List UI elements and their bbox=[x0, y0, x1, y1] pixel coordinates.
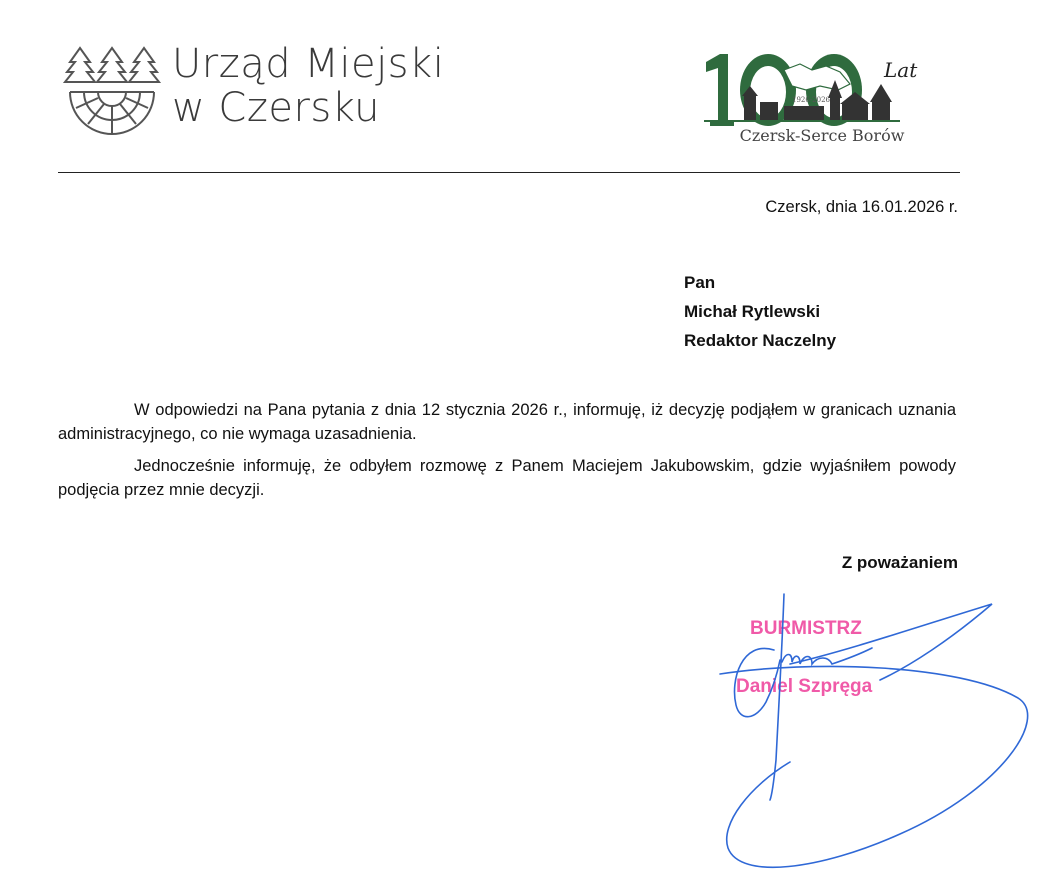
jubilee-years: 1926-2026 bbox=[792, 96, 830, 104]
recipient-name: Michał Rytlewski bbox=[684, 302, 821, 321]
jubilee-lat-label: Lat bbox=[884, 58, 918, 82]
place-and-date: Czersk, dnia 16.01.2026 r. bbox=[765, 198, 958, 216]
closing-phrase: Z poważaniem bbox=[841, 553, 958, 572]
stamp-name: Daniel Szpręga bbox=[736, 676, 873, 697]
office-name-line1: Urząd Miejski bbox=[172, 41, 445, 87]
header-divider bbox=[58, 172, 960, 173]
handwritten-signature bbox=[700, 590, 1030, 880]
body-paragraph: Jednocześnie informuję, że odbyłem rozmowę z Panem Maciejem Jakubowskim, gdzie wyjaśniłem powody podjęcia przez mnie decyzji. bbox=[58, 457, 956, 499]
jubilee-slogan: Czersk-Serce Borów bbox=[739, 126, 905, 145]
recipient-position: Redaktor Naczelny bbox=[684, 331, 837, 350]
office-name bbox=[172, 42, 492, 130]
signature-block bbox=[700, 590, 1030, 880]
jubilee-logo bbox=[700, 40, 940, 155]
body-paragraph: W odpowiedzi na Pana pytania z dnia 12 stycznia 2026 r., informuję, iż decyzję podjąłem w granicach uznania administracyjnego, co nie wymaga uzasadnienia. bbox=[58, 401, 956, 443]
office-name-line2: w Czersku bbox=[172, 85, 381, 131]
recipient-salutation: Pan bbox=[684, 273, 716, 292]
trees-wheel-icon bbox=[62, 40, 162, 140]
coat-of-arms-logo bbox=[62, 40, 162, 140]
stamp-title: BURMISTRZ bbox=[750, 618, 862, 639]
recipient-block bbox=[684, 268, 836, 355]
